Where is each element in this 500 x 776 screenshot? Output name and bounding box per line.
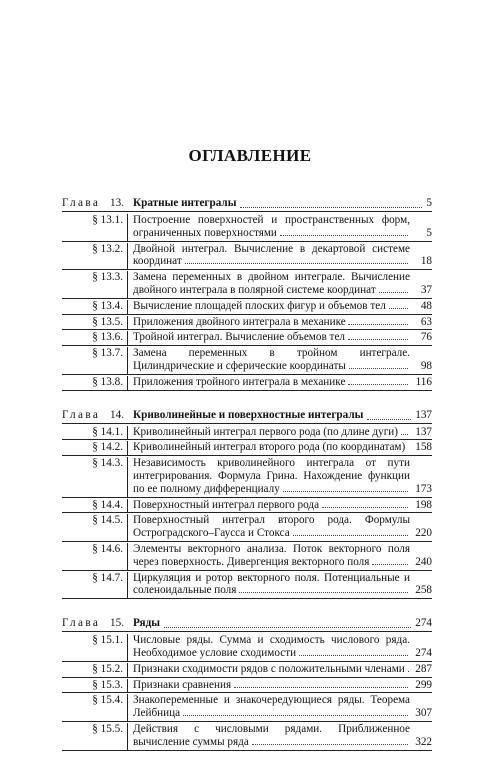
chapter-page-number: 274 — [415, 617, 432, 630]
chapter-number: 14. — [110, 408, 124, 421]
chapter-13 — [62, 196, 432, 391]
section-number: § 15.4. — [62, 694, 128, 722]
section-number: § 14.7. — [62, 572, 128, 600]
section-page-number: 307 — [415, 707, 432, 720]
dot-leader — [372, 556, 408, 565]
section-title: Построение поверхностей и пространственных форм, ограниченных поверхностями — [133, 214, 410, 239]
section-number: § 15.3. — [62, 679, 128, 694]
toc-section-row[interactable] — [62, 542, 432, 571]
section-page-number: 274 — [415, 646, 432, 659]
dot-leader — [164, 627, 411, 628]
toc-section-row[interactable] — [62, 722, 432, 751]
section-page-number: 322 — [415, 735, 432, 748]
section-number: § 15.5. — [62, 723, 128, 751]
section-title: Криволинейный интеграл второго рода (по координатам) — [133, 441, 406, 454]
chapter-title: Кратные интегралы — [133, 197, 237, 209]
toc-section-row[interactable] — [62, 425, 432, 441]
section-number: § 15.1. — [62, 634, 128, 662]
dot-leader — [185, 255, 408, 264]
dot-leader — [283, 483, 408, 492]
section-title: Независимость криволинейного интеграла от пути интегрирования. Формула Грина. Нахождение функции по ее полному дифференциалу — [133, 457, 410, 495]
toc-section-row[interactable] — [62, 213, 432, 242]
chapter-number: 15. — [110, 617, 124, 630]
chapter-number: 13. — [110, 197, 124, 209]
section-page-number: 158 — [415, 441, 432, 454]
toc-section-row[interactable] — [62, 513, 432, 542]
section-number: § 13.5. — [62, 316, 128, 331]
section-number: § 15.2. — [62, 663, 128, 678]
section-page-number: 37 — [420, 283, 432, 296]
section-number: § 13.2. — [62, 243, 128, 271]
chapter-word: Глава — [62, 197, 101, 209]
section-page-number: 173 — [415, 482, 432, 495]
section-number: § 13.6. — [62, 331, 128, 346]
chapter-14 — [62, 408, 432, 600]
toc-section-row[interactable] — [62, 315, 432, 331]
section-title: Признаки сравнения — [133, 679, 410, 692]
section-page-number: 18 — [420, 255, 432, 268]
chapter-heading[interactable] — [62, 616, 432, 632]
chapter-15 — [62, 616, 432, 750]
section-page-number: 48 — [420, 299, 432, 312]
section-title: Действия с числовыми рядами. Приближенное вычисление суммы ряда — [133, 722, 410, 748]
toc-section-row[interactable] — [62, 242, 432, 271]
section-title: Тройной интеграл. Вычисление объемов тел — [133, 331, 410, 344]
page-title: ОГЛАВЛЕНИЕ — [188, 146, 312, 165]
toc-section-row[interactable] — [62, 662, 432, 678]
dot-leader — [234, 679, 408, 688]
section-number: § 13.1. — [62, 214, 128, 242]
section-title: Замена переменных в тройном интеграле. Цилиндрические и сферические координаты — [133, 347, 410, 372]
dot-leader — [239, 584, 408, 593]
dot-leader — [293, 527, 409, 536]
section-page-number: 76 — [420, 331, 432, 344]
section-page-number: 287 — [415, 662, 432, 675]
chapter-title: Ряды — [133, 617, 160, 630]
dot-leader — [401, 426, 408, 435]
chapter-heading[interactable] — [62, 408, 432, 424]
section-number: § 13.8. — [62, 376, 128, 391]
table-of-contents — [62, 196, 432, 768]
chapter-heading[interactable] — [62, 196, 432, 212]
dot-leader — [367, 419, 411, 420]
dot-leader — [348, 376, 408, 385]
section-number: § 13.7. — [62, 347, 128, 375]
section-number: § 14.6. — [62, 543, 128, 571]
section-number: § 14.3. — [62, 457, 128, 497]
dot-leader — [252, 736, 408, 745]
toc-section-row[interactable] — [62, 678, 432, 694]
section-page-number: 198 — [415, 498, 432, 511]
dot-leader — [322, 499, 408, 508]
section-page-number: 299 — [415, 678, 432, 691]
chapter-title: Криволинейные и поверхностные интегралы — [133, 408, 364, 421]
section-title: Замена переменных в двойном интеграле. Вычисление двойного интеграла в полярной системе координат — [133, 271, 410, 296]
section-page-number: 98 — [420, 359, 432, 372]
section-number: § 13.4. — [62, 300, 128, 315]
toc-section-row[interactable] — [62, 346, 432, 375]
section-title: Поверхностный интеграл второго рода. Формулы Остроградского–Гаусса и Стокса — [133, 514, 410, 540]
dot-leader — [379, 284, 408, 293]
section-title: Числовые ряды. Сумма и сходимость числового ряда. Необходимое условие сходимости — [133, 634, 410, 659]
dot-leader — [299, 647, 408, 656]
section-title: Элементы векторного анализа. Поток векторного поля через поверхность. Дивергенция векторного поля — [133, 542, 410, 568]
section-page-number: 116 — [415, 375, 432, 388]
dot-leader — [240, 207, 422, 208]
section-title: Криволинейный интеграл первого рода (по длине дуги) — [133, 426, 410, 439]
section-page-number: 240 — [415, 555, 432, 568]
toc-section-row[interactable] — [62, 633, 432, 662]
section-number: § 14.2. — [62, 441, 128, 456]
section-number: § 14.5. — [62, 514, 128, 542]
dot-leader — [349, 360, 408, 369]
section-title: Приложения тройного интеграла в механике — [133, 376, 410, 389]
toc-section-row[interactable] — [62, 571, 432, 600]
section-number: § 13.3. — [62, 271, 128, 299]
section-page-number: 220 — [415, 527, 432, 540]
chapter-page-number: 5 — [426, 197, 432, 209]
dot-leader — [348, 331, 408, 340]
section-page-number: 63 — [420, 315, 432, 328]
section-page-number: 258 — [415, 584, 432, 597]
section-title: Циркуляция и ротор векторного поля. Потенциальные и соленоидальные поля — [133, 571, 410, 597]
toc-section-row[interactable] — [62, 299, 432, 315]
section-title: Приложения двойного интеграла в механике — [133, 316, 410, 329]
section-title: Поверхностный интеграл первого рода — [133, 499, 410, 512]
toc-section-row[interactable] — [62, 330, 432, 346]
section-number: § 14.1. — [62, 426, 128, 441]
dot-leader — [348, 316, 408, 325]
toc-section-row[interactable] — [62, 440, 432, 456]
chapter-page-number: 137 — [415, 408, 432, 421]
section-number: § 14.4. — [62, 499, 128, 514]
toc-section-row[interactable] — [62, 270, 432, 299]
dot-leader — [389, 300, 408, 309]
toc-section-row[interactable] — [62, 693, 432, 722]
chapter-word: Глава — [62, 408, 101, 421]
toc-section-row[interactable] — [62, 456, 432, 497]
dot-leader — [183, 707, 408, 716]
toc-section-row[interactable] — [62, 498, 432, 514]
chapter-word: Глава — [62, 617, 101, 630]
section-title: Двойной интеграл. Вычисление в декартовой системе координат — [133, 242, 410, 268]
section-title: Признаки сходимости рядов с положительными членами — [133, 662, 405, 675]
section-title: Вычисление площадей плоских фигур и объемов тел — [133, 300, 410, 313]
dot-leader — [280, 227, 408, 236]
section-page-number: 5 — [426, 226, 432, 239]
section-title: Знакопеременные и знакочередующиеся ряды. Теорема Лейбница — [133, 694, 410, 720]
section-page-number: 137 — [415, 425, 432, 438]
toc-section-row[interactable] — [62, 375, 432, 391]
